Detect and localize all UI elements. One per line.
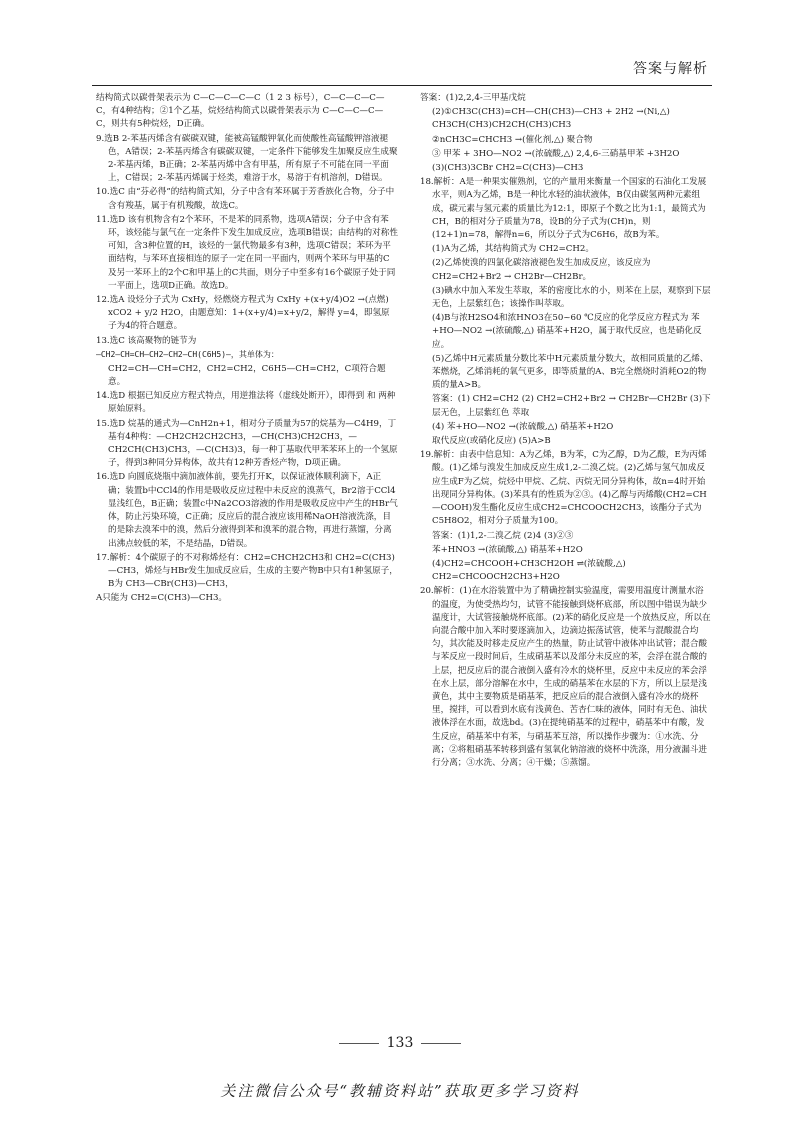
answer-19-analysis: 19.解析：由表中信息知：A为乙烯，B为苯，C为乙醇，D为乙酸，E为丙烯酸。(1)乙烯与溴发生加成反应生成1,2-二溴乙烷。(2)乙烯与氢气加成反应生成F为乙烷，烷烃中甲烷、乙烷、丙烷无同分异构体，故n=4时开始出现同分异构体。(3)苯具有的性质为②③。(4)乙醇与丙烯酸(CH2=CH—COOH)发生酯化反应生成CH2=CHCOOCH2CH3，该酯分子式为C5H8O2，相对分子质量为100。 — [420, 450, 707, 527]
answer-16: 16.选D 向圆底烧瓶中滴加液体前，要先打开K，以保证液体顺利滴下，A正确；装置b中CCl4的作用是吸收反应过程中未反应的溴蒸气，Br2溶于CCl4显浅红色，B正确；装置c中Na2CO3溶液的作用是吸收反应中产生的HBr气体，防止污染环境，C正确；反应后的混合液应该用稀NaOH溶液洗涤，目的是除去溴苯中的溴，然后分液得到苯和溴苯的混合物，再进行蒸馏，分离出沸点较低的苯，不是结晶，D错误。 — [96, 472, 398, 549]
answer-8-tail: 结构简式以碳骨架表示为 C—C—C—C—C（1 2 3 标号），C—C—C—C—C，有4种结构；②1个乙基，烷烃结构简式以碳骨架表示为 C—C—C—C—C，则共有5种烷烃，D正确。 — [96, 93, 385, 130]
answer-17-analysis: 17.解析：4个碳原子的不对称烯烃有：CH2=CHCH2CH3和 CH2=C(CH3)—CH3，烯烃与HBr发生加成反应后，生成的主要产物B中只有1种氢原子，B为 CH3—CBr(CH3)—CH3， — [96, 552, 398, 590]
header-rule — [92, 85, 712, 86]
answer-17-a-structure: A只能为 CH2=C(CH3)—CH3。 — [96, 593, 228, 604]
left-column — [96, 92, 398, 607]
footer-note: 关注微信公众号“教辅资料站”获取更多学习资料 — [220, 1082, 580, 1100]
answer-18-2: (2)乙烯使溴的四氯化碳溶液褪色发生加成反应，该反应为 CH2=CH2+Br2 → CH2Br—CH2Br。 — [432, 258, 651, 282]
answer-13-monomers: CH2=CH—CH=CH2，CH2=CH2，C6H5—CH=CH2，C项符合题意。 — [108, 363, 386, 388]
answer-18-3: (3)碘水中加入苯发生萃取，苯的密度比水的小，则苯在上层，观察到下层无色，上层紫红色；该操作叫萃取。 — [432, 285, 711, 310]
answer-17-part3: (3)(CH3)3CBr CH2=C(CH3)—CH3 — [432, 163, 584, 174]
right-column — [420, 92, 712, 771]
page-number: 133 — [386, 1035, 414, 1051]
answer-18-4: (4)B与浓H2SO4和浓HNO3在50~60 ℃反应的化学反应方程式为 苯+HO—NO2 →(浓硫酸,△) 硝基苯+H2O，属于取代反应，也是硝化反应。 — [432, 313, 702, 350]
page-number-dash-right — [421, 1043, 461, 1044]
page-number-dash-left — [339, 1043, 379, 1044]
answer-13: 13.选C 该高聚物的链节为 — [96, 335, 197, 346]
header-title: 答案与解析 — [633, 61, 708, 77]
answer-12: 12.选A 设烃分子式为 CxHy，烃燃烧方程式为 CxHy +(x+y/4)O2 →(点燃) xCO2 + y/2 H2O，由题意知：1+(x+y/4)=x+y/2，解得 y=4，即氢原子为4的符合题意。 — [96, 295, 390, 332]
page-number-row — [0, 1035, 800, 1051]
answer-19-key-2: 苯+HNO3 →(浓硫酸,△) 硝基苯+H2O — [432, 544, 583, 555]
answer-18-1: (1)A为乙烯，其结构简式为 CH2=CH2。 — [432, 244, 594, 255]
page-header — [92, 50, 712, 86]
answer-10: 10.选C 由“芬必得”的结构简式知，分子中含有苯环属于芳香族化合物，分子中含有羧基，属于有机羧酸，故选C。 — [96, 187, 395, 211]
answer-18-key-2: (4) 苯+HO—NO2 →(浓硫酸,△) 硝基苯+H2O — [432, 421, 614, 432]
answer-17-part2-2: ②nCH3C=CHCH3 →(催化剂,△) 聚合物 — [432, 134, 593, 145]
answer-18-analysis: 18.解析：A是一种果实催熟剂，它的产量用来衡量一个国家的石油化工发展水平，则A为乙烯，B是一种比水轻的油状液体，B仅由碳氢两种元素组成，碳元素与氢元素的质量比为12:1，即原子个数之比为1:1，最简式为CH，B的相对分子质量为78，设B的分子式为(CH)n，则(12+1)n=78，解得n=6，所以分子式为C6H6，故B为苯。 — [420, 177, 707, 241]
answer-19-key-3: (4)CH2=CHCOOH+CH3CH2OH ⇌(浓硫酸,△) CH2=CHCOOCH2CH3+H2O — [432, 558, 626, 583]
answer-19-key-1: 答案：(1)1,2-二溴乙烷 (2)4 (3)②③ — [432, 530, 574, 541]
answer-18-key-1: 答案：(1) CH2=CH2 (2) CH2=CH2+Br2 → CH2Br—CH2Br (3)下层无色，上层紫红色 萃取 — [432, 394, 711, 418]
answer-17-part2-1: (2)①CH3C(CH3)=CH—CH(CH3)—CH3 + 2H2 →(Ni,△) CH3CH(CH3)CH2CH(CH3)CH3 — [432, 107, 670, 131]
answer-17-part2-3: ③ 甲苯 + 3HO—NO2 →(浓硫酸,△) 2,4,6-三硝基甲苯 +3H2O — [432, 148, 680, 159]
answer-14: 14.选D 根据已知反应方程式特点，用逆推法将（虚线处断开），即得到 和 两种原始原料。 — [96, 391, 396, 415]
answer-20-analysis: 20.解析：(1)在水浴装置中为了精确控制实验温度，需要用温度计测量水浴的温度，为使受热均匀，试管不能接触到烧杯底部，所以图中错误为缺少温度计，大试管接触烧杯底部。(2)苯的硝化反应是一个放热反应，所以在向混合酸中加入苯时要逐滴加入，边滴边振荡试管，使苯与混酸混合均匀，其次能及时移走反应产生的热量，防止试管中液体冲出试管；混合酸与苯反应一段时间后，生成硝基苯以及部分未反应的苯，会浮在混合酸的上层，把反应后的混合液倒入盛有冷水的烧杯里，反应中未反应的苯会浮在水上层，部分溶解在水中，生成的硝基苯在水层的下方，所以上层是浅黄色，其中主要物质是硝基苯，把反应后的混合液倒入盛有冷水的烧杯里，搅拌，可以看到水底有浅黄色、苦杏仁味的液体，同时有无色、油状液体浮在水面，故选bd。(3)在提纯硝基苯的过程中，硝基苯中有酸，发生反应，硝基苯中有苯，与硝基苯互溶，所以操作步骤为：①水洗、分离；②将粗硝基苯转移到盛有氢氧化钠溶液的烧杯中洗涤，用分液漏斗进行分离；③水洗、分离；④干燥；⑤蒸馏。 — [420, 586, 711, 768]
answer-13-formula: —CH2—CH=CH—CH2—CH2—CH(C6H5)—，其单体为： — [96, 349, 279, 359]
answer-9: 9.选B 2-苯基丙烯含有碳碳双键，能被高锰酸钾氧化而使酸性高锰酸钾溶液褪色，A错误；2-苯基丙烯含有碳碳双键，一定条件下能够发生加聚反应生成聚2-苯基丙烯，B正确；2-苯基丙烯中含有甲基，所有原子不可能在同一平面上，C错误；2-苯基丙烯属于烃类，难溶于水，易溶于有机溶剂，D错误。 — [96, 133, 398, 184]
answer-17-part1: 答案：(1)2,2,4-三甲基戊烷 — [420, 93, 526, 103]
answer-18-5: (5)乙烯中H元素质量分数比苯中H元素质量分数大，故相同质量的乙烯、苯燃烧，乙烯消耗的氧气更多，即等质量的A、B完全燃烧时消耗O2的物质的量A>B。 — [432, 353, 709, 391]
answer-18-key-3: 取代反应(或硝化反应) (5)A>B — [432, 436, 551, 447]
answer-11: 11.选D 该有机物含有2个苯环，不是苯的同系物，选项A错误；分子中含有苯环，该烃能与氯气在一定条件下发生加成反应，选项B错误；由结构的对称性可知，含3种位置的H，该烃的一氯代物最多有3种，选项C错误；苯环为平面结构，与苯环直接相连的原子一定在同一平面内，则两个苯环与甲基的C及另一苯环上的2个C和甲基上的C共面，则分子中至多有16个碳原子处于同一平面上，选项D正确。故选D。 — [96, 214, 398, 291]
answer-15: 15.选D 烷基的通式为—CnH2n+1，相对分子质量为57的烷基为—C4H9，丁基有4种构：—CH2CH2CH2CH3，—CH(CH3)CH2CH3，—CH2CH(CH3)CH3，—C(CH3)3，每一种丁基取代甲苯苯环上的一个氢原子，得到3种同分异构体，故共有12种芳香烃产物，D项正确。 — [96, 418, 398, 469]
